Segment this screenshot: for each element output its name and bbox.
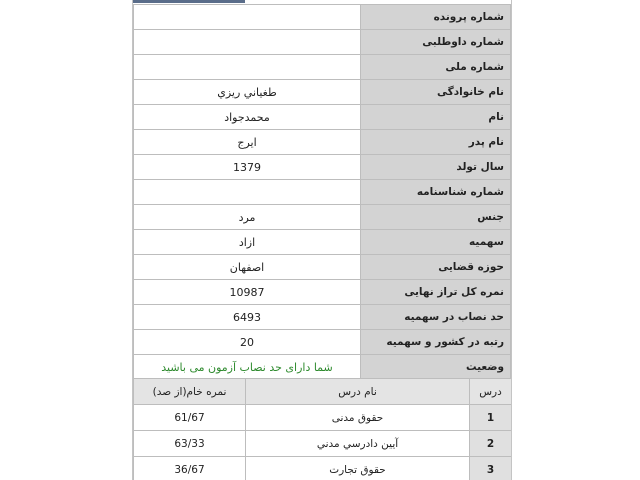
info-row xyxy=(134,80,511,105)
info-value: ازاد xyxy=(134,230,361,255)
info-label: نمره کل تراز نهایی xyxy=(361,280,511,305)
course-name: آيين دادرسي مدني xyxy=(246,431,470,457)
info-row xyxy=(134,355,511,380)
info-row xyxy=(134,230,511,255)
info-value xyxy=(134,5,361,30)
info-label: حوزه قضایی xyxy=(361,255,511,280)
info-value xyxy=(134,55,361,80)
header-raw-score: نمره خام(از صد) xyxy=(134,379,246,405)
course-index: 3 xyxy=(470,457,512,480)
course-score: 36/67 xyxy=(134,457,246,480)
info-label: وضعیت xyxy=(361,355,511,380)
info-value: اصفهان xyxy=(134,255,361,280)
info-row xyxy=(134,5,511,30)
info-row xyxy=(134,330,511,355)
info-value xyxy=(134,180,361,205)
info-value: ايرج xyxy=(134,130,361,155)
course-row xyxy=(134,431,512,457)
course-scores-table xyxy=(133,378,512,480)
info-label: سهمیه xyxy=(361,230,511,255)
course-header-row xyxy=(134,379,512,405)
info-value: طغياني ريزي xyxy=(134,80,361,105)
info-label: شماره ملی xyxy=(361,55,511,80)
info-row xyxy=(134,255,511,280)
info-value: 1379 xyxy=(134,155,361,180)
info-value: 20 xyxy=(134,330,361,355)
info-value: مرد xyxy=(134,205,361,230)
course-index: 1 xyxy=(470,405,512,431)
info-row xyxy=(134,130,511,155)
course-row xyxy=(134,457,512,480)
candidate-info-table xyxy=(133,4,511,380)
course-score: 61/67 xyxy=(134,405,246,431)
photo-edge xyxy=(133,0,245,3)
info-row xyxy=(134,30,511,55)
info-row xyxy=(134,280,511,305)
info-row xyxy=(134,105,511,130)
info-value: محمدجواد xyxy=(134,105,361,130)
info-label: نام xyxy=(361,105,511,130)
info-label: نام پدر xyxy=(361,130,511,155)
header-course-name: نام درس xyxy=(246,379,470,405)
course-name: حقوق تجارت xyxy=(246,457,470,480)
info-row xyxy=(134,205,511,230)
info-row xyxy=(134,155,511,180)
info-label: شماره شناسنامه xyxy=(361,180,511,205)
info-value xyxy=(134,30,361,55)
status-text: شما دارای حد نصاب آزمون می باشید xyxy=(134,355,361,380)
info-row xyxy=(134,180,511,205)
course-name: حقوق مدنی xyxy=(246,405,470,431)
info-label: نام خانوادگی xyxy=(361,80,511,105)
course-index: 2 xyxy=(470,431,512,457)
info-label: جنس xyxy=(361,205,511,230)
course-row xyxy=(134,405,512,431)
info-label: حد نصاب در سهمیه xyxy=(361,305,511,330)
info-label: شماره پرونده xyxy=(361,5,511,30)
course-score: 63/33 xyxy=(134,431,246,457)
result-panel xyxy=(132,0,512,480)
info-value: 6493 xyxy=(134,305,361,330)
info-label: شماره داوطلبی xyxy=(361,30,511,55)
header-index: درس xyxy=(470,379,512,405)
info-label: سال تولد xyxy=(361,155,511,180)
info-label: رتبه در کشور و سهمیه xyxy=(361,330,511,355)
info-value: 10987 xyxy=(134,280,361,305)
info-row xyxy=(134,305,511,330)
info-row xyxy=(134,55,511,80)
